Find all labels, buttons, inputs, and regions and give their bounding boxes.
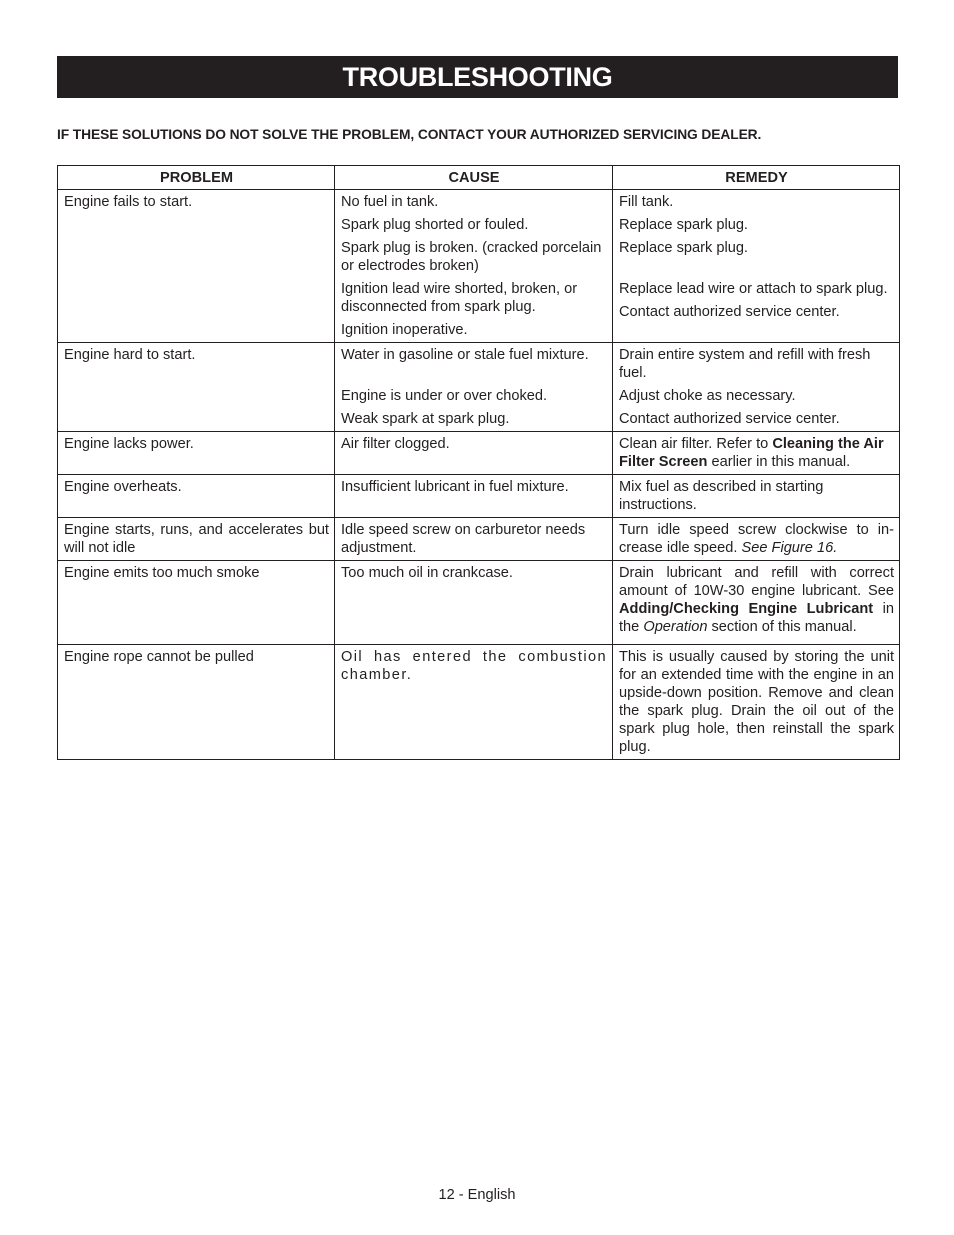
- cause-cell: [335, 343, 613, 432]
- table-row: [58, 190, 900, 343]
- remedy-text: section of this manual.: [707, 619, 857, 635]
- cause-cell: Insufficient lubricant in fuel mixture.: [335, 475, 613, 518]
- remedy-text: Clean air filter. Refer to: [619, 436, 773, 452]
- column-header-remedy: REMEDY: [613, 166, 900, 190]
- page-title-banner: [57, 56, 898, 98]
- problem-cell: Engine rope cannot be pulled: [58, 645, 335, 760]
- cause-cell: Air filter clogged.: [335, 432, 613, 475]
- cause-item: Spark plug is broken. (cracked porcelain or electrodes broken): [341, 240, 602, 274]
- remedy-text: earlier in this manual.: [707, 454, 851, 470]
- table-row: [58, 561, 900, 645]
- remedy-cell: [613, 518, 900, 561]
- problem-cell: Engine fails to start.: [58, 190, 335, 343]
- remedy-cell: This is usually caused by storing the unit for an extended time with the engine in an upside-down position. Remove and clean the spark plug. Drain the oil out of the spark plug hole, then reinstall the spark plug.: [613, 645, 900, 760]
- remedy-text: Turn idle speed screw clockwise to in-crease idle speed.: [619, 522, 894, 556]
- column-header-problem: PROBLEM: [58, 166, 335, 190]
- column-header-cause: CAUSE: [335, 166, 613, 190]
- problem-cell: Engine lacks power.: [58, 432, 335, 475]
- cause-cell: [335, 190, 613, 343]
- remedy-item: Contact authorized service center.: [619, 304, 840, 320]
- remedy-item: Replace spark plug.: [619, 217, 748, 233]
- remedy-item: Drain entire system and refill with fresh fuel.: [619, 347, 871, 381]
- cause-item: No fuel in tank.: [341, 194, 439, 210]
- table-row: [58, 475, 900, 518]
- page-footer: 12 - English: [438, 1187, 516, 1203]
- cause-cell: Idle speed screw on carburetor needs adjustment.: [335, 518, 613, 561]
- troubleshooting-table: [57, 165, 900, 760]
- problem-cell: Engine overheats.: [58, 475, 335, 518]
- remedy-reference: Cleaning the Air Filter Screen: [619, 436, 884, 470]
- remedy-item: Replace lead wire or attach to spark plug.: [619, 281, 888, 297]
- service-notice: IF THESE SOLUTIONS DO NOT SOLVE THE PROBLEM, CONTACT YOUR AUTHORIZED SERVICING DEALER.: [57, 127, 762, 142]
- remedy-cell: Mix fuel as described in starting instructions.: [613, 475, 900, 518]
- remedy-item: Replace spark plug.: [619, 240, 748, 256]
- table-row: [58, 343, 900, 432]
- remedy-item: Adjust choke as necessary.: [619, 388, 796, 404]
- remedy-cell: [613, 190, 900, 343]
- cause-item: Ignition lead wire shorted, broken, or disconnected from spark plug.: [341, 281, 578, 315]
- remedy-cell: [613, 343, 900, 432]
- cause-item: Engine is under or over choked.: [341, 388, 548, 404]
- cause-cell: Oil has entered the combustion chamber.: [335, 645, 613, 760]
- table-header-row: [58, 166, 900, 190]
- problem-cell: Engine hard to start.: [58, 343, 335, 432]
- remedy-item: Fill tank.: [619, 194, 674, 210]
- section-reference: Operation: [643, 619, 708, 635]
- table-row: [58, 518, 900, 561]
- table-row: [58, 645, 900, 760]
- cause-cell: Too much oil in crankcase.: [335, 561, 613, 645]
- remedy-cell: [613, 432, 900, 475]
- remedy-item: Contact authorized service center.: [619, 411, 840, 427]
- remedy-text: in the: [619, 601, 895, 635]
- table-row: [58, 432, 900, 475]
- cause-item: Weak spark at spark plug.: [341, 411, 510, 427]
- remedy-text: Drain lubricant and refill with correct amount of 10W-30 engine lubricant. See: [619, 565, 894, 599]
- figure-reference: See Figure 16.: [741, 540, 838, 556]
- remedy-reference: Adding/Checking Engine Lubricant: [619, 601, 874, 617]
- problem-cell: Engine emits too much smoke: [58, 561, 335, 645]
- page-title: TROUBLESHOOTING: [342, 61, 613, 92]
- cause-item: Ignition inoperative.: [341, 322, 468, 338]
- cause-item: Water in gasoline or stale fuel mixture.: [341, 347, 589, 363]
- remedy-cell: [613, 561, 900, 645]
- problem-cell: Engine starts, runs, and accelerates but will not idle: [58, 518, 335, 561]
- cause-item: Spark plug shorted or fouled.: [341, 217, 529, 233]
